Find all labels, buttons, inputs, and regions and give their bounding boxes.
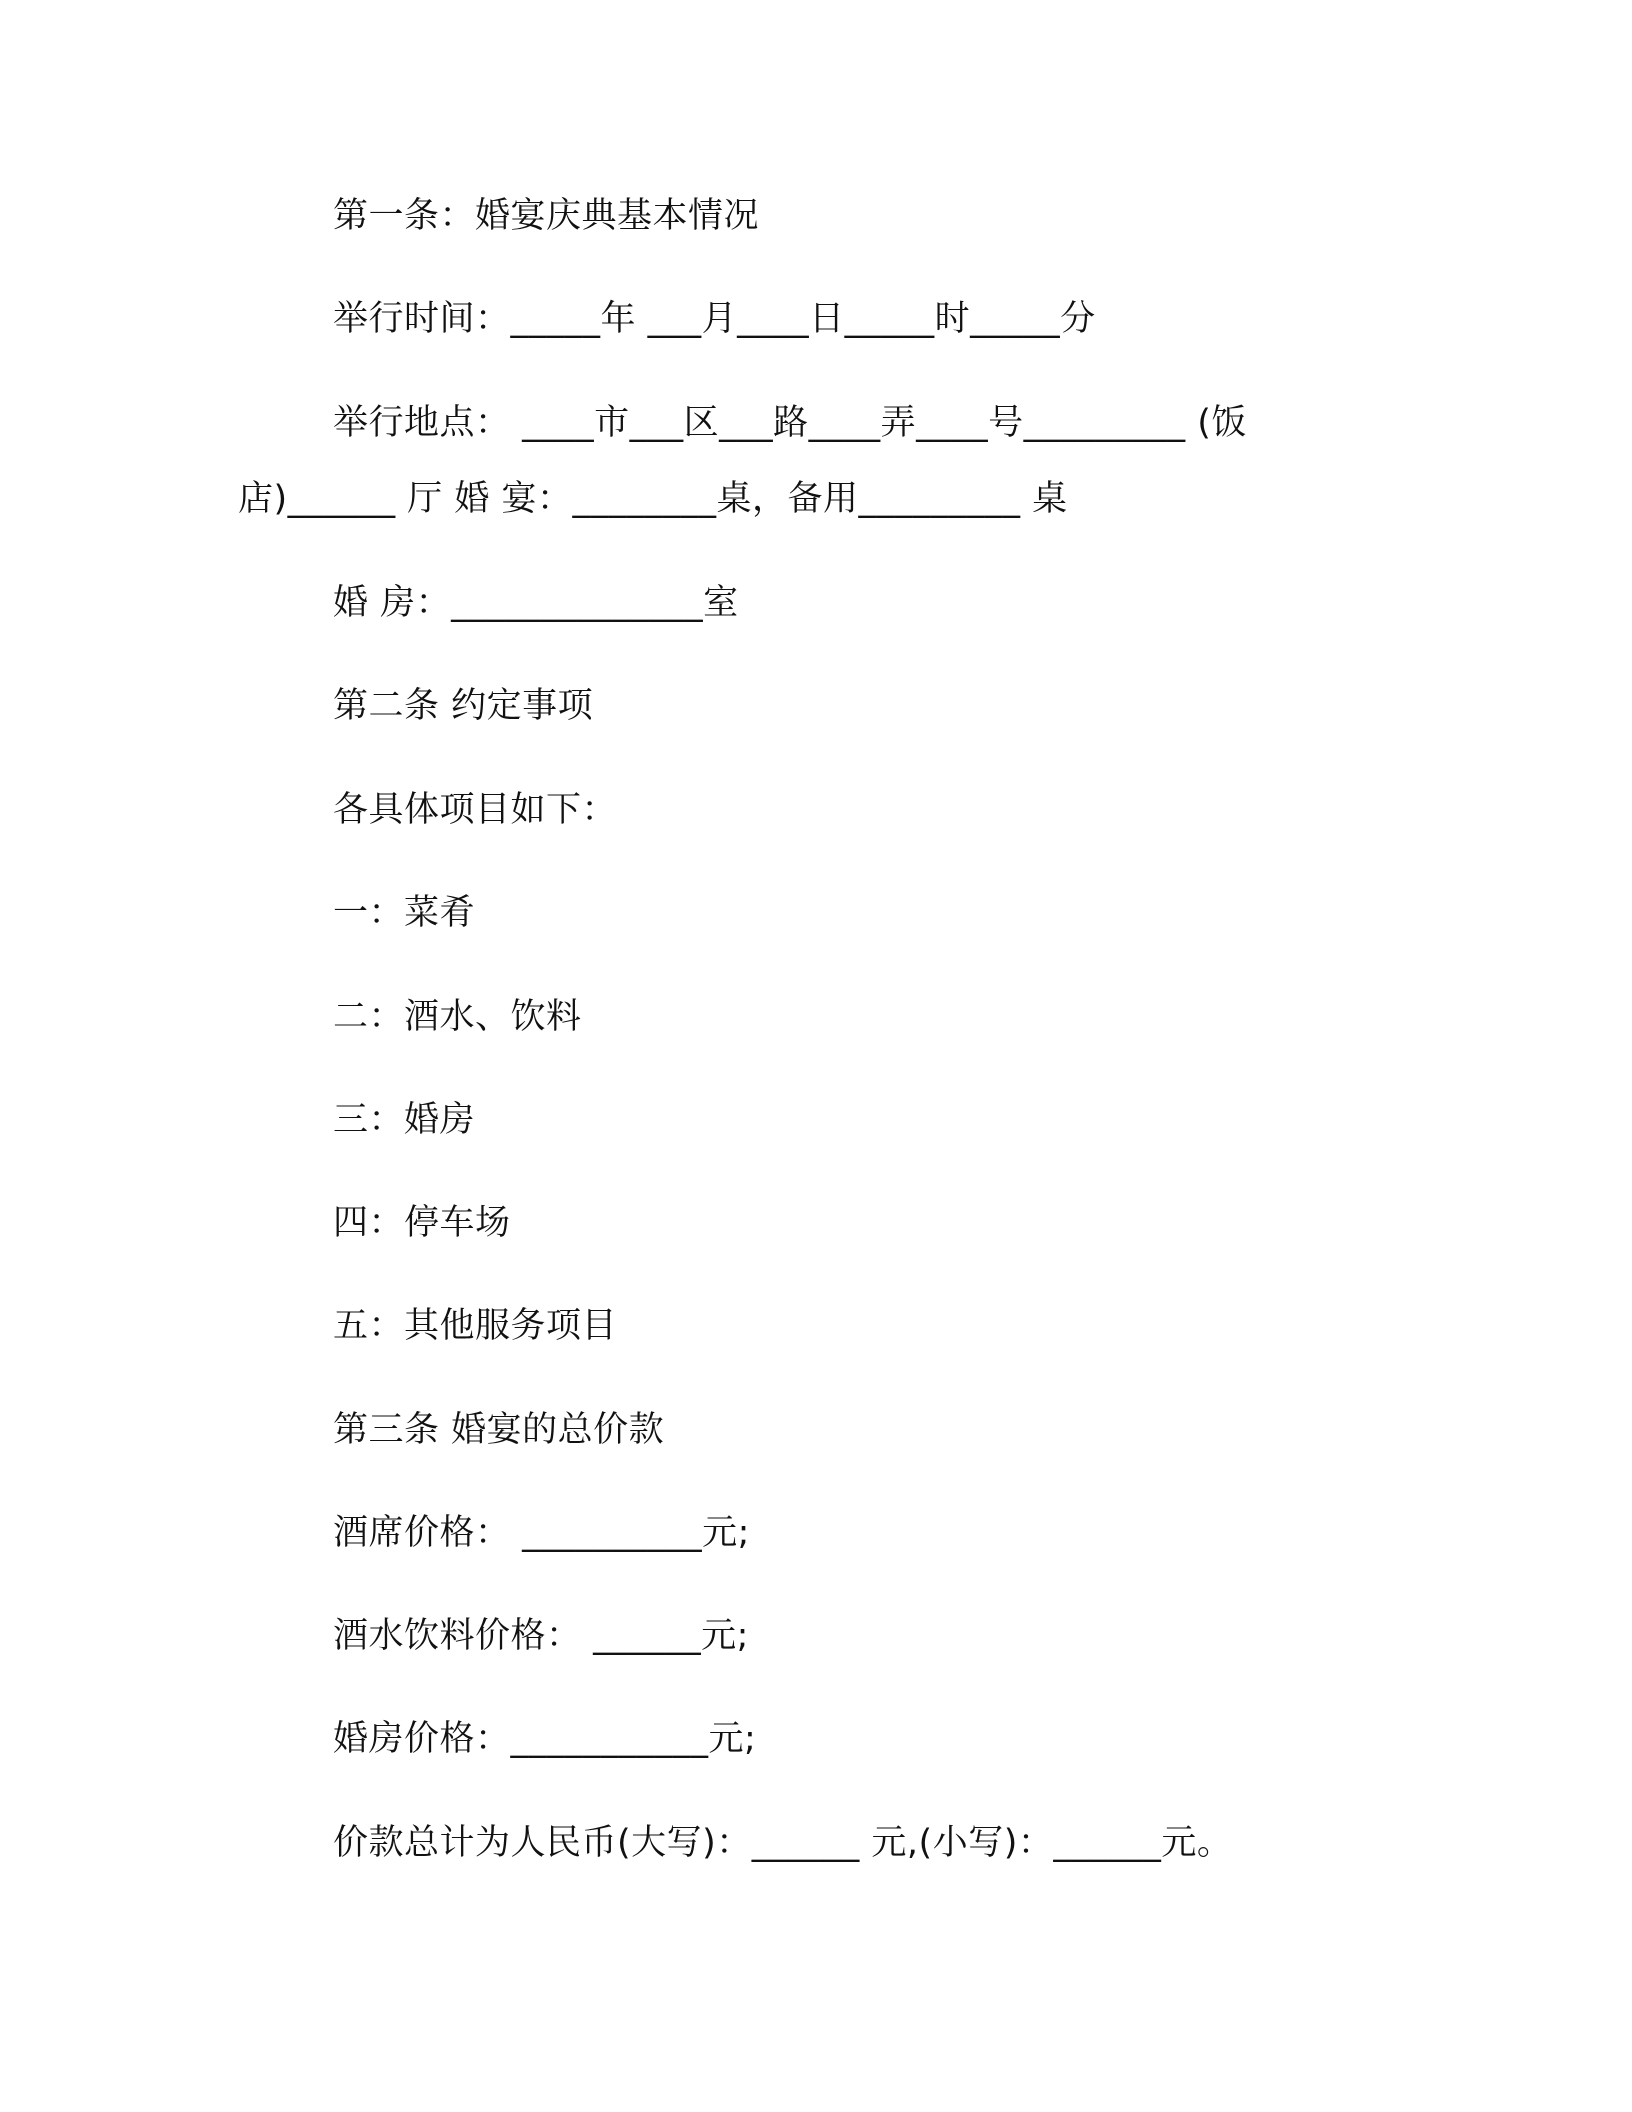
room-price-line: 婚房价格：___________元; xyxy=(333,1719,757,1759)
ceremony-place-line-2: 店)______ 厅 婚 宴：________桌，备用_________ 桌 xyxy=(238,479,1068,519)
items-intro: 各具体项目如下： xyxy=(333,790,618,830)
article-1-heading: 第一条：婚宴庆典基本情况 xyxy=(333,196,760,236)
ceremony-place-line-1: 举行地点： ____市___区___路____弄____号_________ (饭 xyxy=(333,403,1247,443)
total-price-line: 价款总计为人民币(大写)：______ 元,(小写)：______元。 xyxy=(333,1823,1233,1863)
ceremony-time-line: 举行时间：_____年 ___月____日_____时_____分 xyxy=(333,299,1096,339)
banquet-price-line: 酒席价格： __________元; xyxy=(333,1513,750,1553)
list-item: 三：婚房 xyxy=(333,1100,476,1140)
drinks-price-line: 酒水饮料价格： ______元; xyxy=(333,1616,749,1656)
list-item: 一：菜肴 xyxy=(333,893,476,933)
list-item: 二：酒水、饮料 xyxy=(333,997,582,1037)
list-item: 五：其他服务项目 xyxy=(333,1306,618,1346)
article-3-heading: 第三条 婚宴的总价款 xyxy=(333,1410,665,1450)
wedding-room-line: 婚 房：______________室 xyxy=(333,583,739,623)
article-2-heading: 第二条 约定事项 xyxy=(333,686,594,726)
list-item: 四：停车场 xyxy=(333,1203,511,1243)
